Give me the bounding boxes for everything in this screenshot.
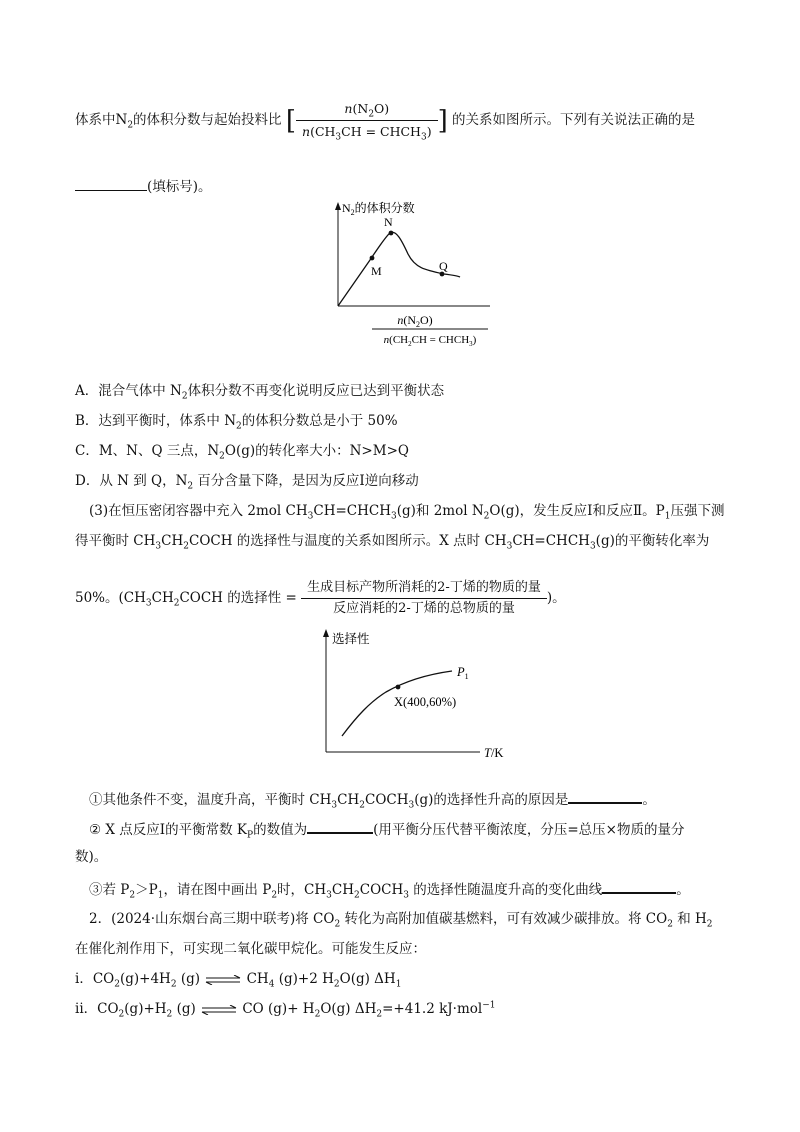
chart2-y-arrow — [323, 629, 329, 637]
reaction-i: i．$CO_2(g)+4H_2$ (g) $CH_4$ (g)+2 $H_2O(g)$ $\Delta H_1$ — [75, 971, 402, 990]
reaction-ii: ii．$CO_2(g)+H_2$ (g) CO $(g)+ H_2O(g)$ $\Delta H_2=+41.2$ kJ·mol$^{-1}$ — [75, 1000, 496, 1020]
chart1-xlabel-den: $n(CH_2CH$ = $CHCH_3$) — [383, 334, 477, 348]
option-a: A．混合气体中 $N_2$体积分数不再变化说明反应已达到平衡状态 — [75, 383, 445, 402]
q3-line-3: 50%。($CH_3CH_2COCH$ 的选择性 = $\frac{\text{生成目标产物所消耗的2-丁烯的物质的量}}{\text{反应消耗的2-丁烯的总物质的量}}$ )。 — [75, 580, 566, 616]
chart1-ylabel: $N_2$的体积分数 — [342, 201, 415, 217]
answer-blank[interactable] — [75, 176, 147, 191]
equilibrium-arrow-icon — [204, 975, 242, 985]
q1-answer-line: (填标号)。 — [75, 176, 212, 196]
feed-ratio-fraction: $\frac{n(N_2O)}{n(CH_3CH = CHCH_3)}$ — [296, 100, 438, 141]
option-c: C．M、N、Q 三点，$N_2O(g)$的转化率大小：N>M>Q — [75, 443, 409, 462]
sub-item-1: ①其他条件不变，温度升高，平衡时 $CH_3CH_2COCH_3(g)$的选择性升高的原因是 。 — [89, 788, 656, 809]
q3-line-2: 得平衡时 $CH_3CH_2COCH$ 的选择性与温度的关系如图所示。X 点时 $CH_3CH=CHCH_3(g)$的平衡转化率为 — [75, 533, 710, 552]
sub-item-2: ② X 点反应Ⅰ的平衡常数 $K_P$的数值为 (用平衡分压代替平衡浓度，分压=总压×物质的量分 — [89, 818, 684, 839]
point-n-label: N — [384, 215, 393, 229]
point-n — [389, 231, 394, 236]
point-x — [396, 685, 401, 690]
chart1-xlabel-num: $n(N_2O)$ — [397, 313, 433, 329]
equilibrium-arrow-icon — [200, 1005, 238, 1015]
point-m-label: M — [371, 264, 382, 278]
p1-curve-label: $P_1$ — [457, 665, 469, 681]
point-x-label: X(400,60%) — [394, 695, 457, 709]
problem2-line-1: 2．(2024·山东烟台高三期中联考)将 $CO_2$ 转化为高附加值碳基燃料，可有效减少碳排放。将 $CO_2$ 和 $H_2$ — [89, 911, 713, 930]
kp-blank[interactable] — [307, 818, 373, 834]
point-q-label: Q — [439, 259, 448, 273]
option-b: B．达到平衡时，体系中 $N_2$的体积分数总是小于 50% — [75, 413, 398, 432]
problem2-line-2: 在催化剂作用下，可实现二氧化碳甲烷化。可能发生反应： — [75, 941, 426, 957]
q1-intro-line: 体系中$N_2$的体积分数与起始投料比 [ $\frac{n(N_2O)}{n(CH_3CH = CHCH_3)}$ ] 的关系如图所示。下列有关说法正确的是 — [75, 101, 696, 143]
n2-fraction-chart — [320, 196, 500, 351]
curve-blank[interactable] — [602, 878, 676, 894]
point-m — [370, 256, 375, 261]
chart2-xlabel: T/K — [484, 746, 504, 760]
q3-line-1: (3)在恒压密闭容器中充入 2mol $CH_3CH=CHCH_3(g)$和 2mol $N_2O(g)$，发生反应Ⅰ和反应Ⅱ。$P_1$压强下测 — [89, 503, 725, 522]
chart2-ylabel: 选择性 — [332, 632, 370, 646]
chart1-y-arrow — [335, 202, 341, 210]
sub-item-3: ③若 $P_2>P_1$，请在图中画出 $P_2$时，$CH_3CH_2COCH_3$ 的选择性随温度升高的变化曲线 。 — [89, 878, 690, 899]
sub-item-2-cont: 数)。 — [75, 849, 108, 865]
selectivity-fraction: $\frac{\text{生成目标产物所消耗的2-丁烯的物质的量}}{\text{反应消耗的2-丁烯的总物质的量}}$ — [301, 580, 547, 617]
option-d: D．从 N 到 Q，$N_2$ 百分含量下降，是因为反应Ⅰ逆向移动 — [75, 473, 419, 492]
reason-blank[interactable] — [568, 788, 642, 804]
selectivity-chart — [312, 624, 512, 760]
